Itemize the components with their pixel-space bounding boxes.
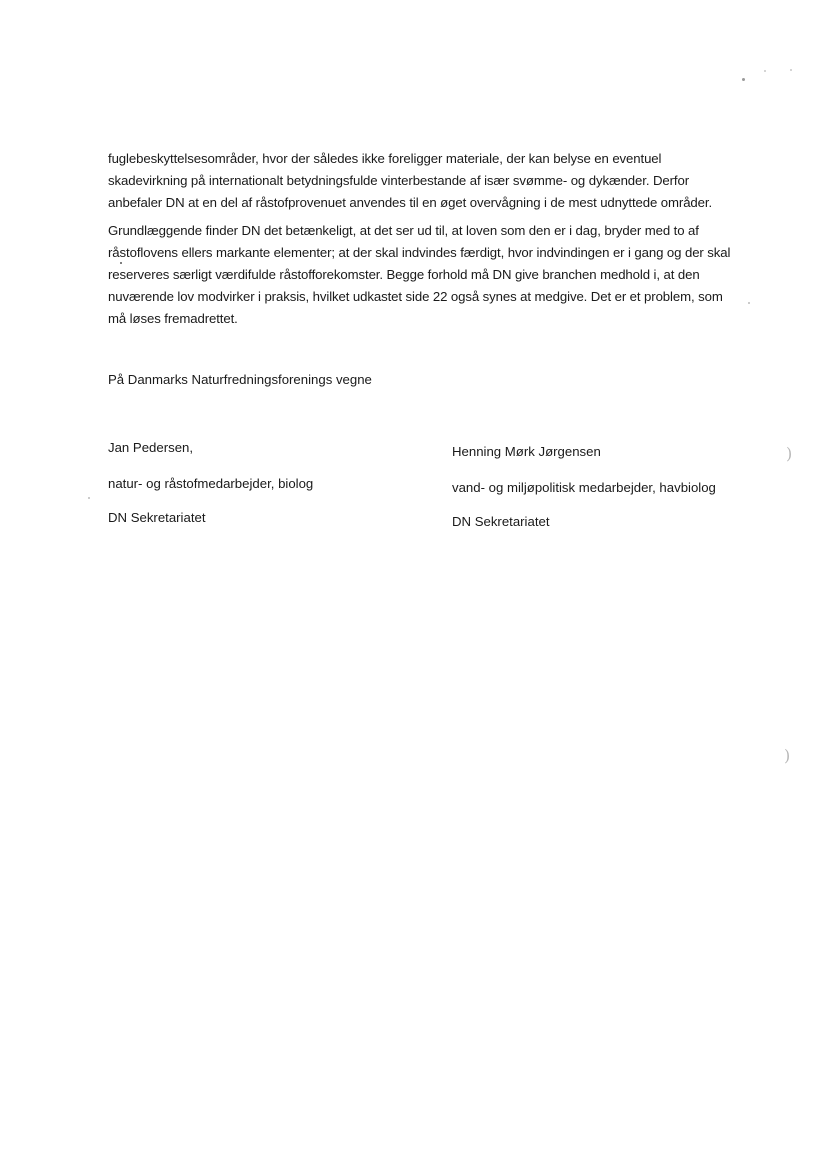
- scan-mark: ): [784, 746, 791, 765]
- scan-speck: [88, 497, 90, 499]
- signatory-name: Henning Mørk Jørgensen: [452, 444, 601, 459]
- scan-speck: [748, 302, 750, 304]
- signatory-name: Jan Pedersen,: [108, 440, 194, 455]
- body-paragraph: fuglebeskyttelsesområder, hvor der således ikke foreligger materiale, der kan belyse en eventuel skadevirkning på internationalt betydningsfulde vinterbestande af især svømme- og dykænder. Derfor anbefaler DN at en del af råstofprovenuet anvendes til en øget overvågning i de mest udnyttede områder.: [108, 151, 713, 210]
- scan-speck: [790, 69, 792, 71]
- signatory-title: vand- og miljøpolitisk medarbejder, havbiolog: [452, 480, 716, 495]
- scan-speck: [742, 78, 745, 81]
- scan-speck: [764, 70, 766, 72]
- signatory-department: DN Sekretariatet: [452, 514, 550, 529]
- signatory-title: natur- og råstofmedarbejder, biolog: [108, 476, 314, 491]
- body-paragraph: Grundlæggende finder DN det betænkeligt, at det ser ud til, at loven som den er i dag, bryder med to af råstoflovens ellers markante elementer; at der skal indvindes færdigt, hvor indvindingen er i gang og der skal reserveres særligt værdifulde råstofforekomster. Begge forhold må DN give branchen medhold i, at den nuværende lov modvirker i praksis, hvilket udkastet side 22 også synes at medgive. Det er et problem, som må løses fremadrettet.: [108, 223, 731, 326]
- signoff-line: På Danmarks Naturfredningsforenings vegne: [108, 372, 372, 387]
- scan-mark: ): [786, 444, 793, 463]
- signatory-department: DN Sekretariatet: [108, 510, 206, 525]
